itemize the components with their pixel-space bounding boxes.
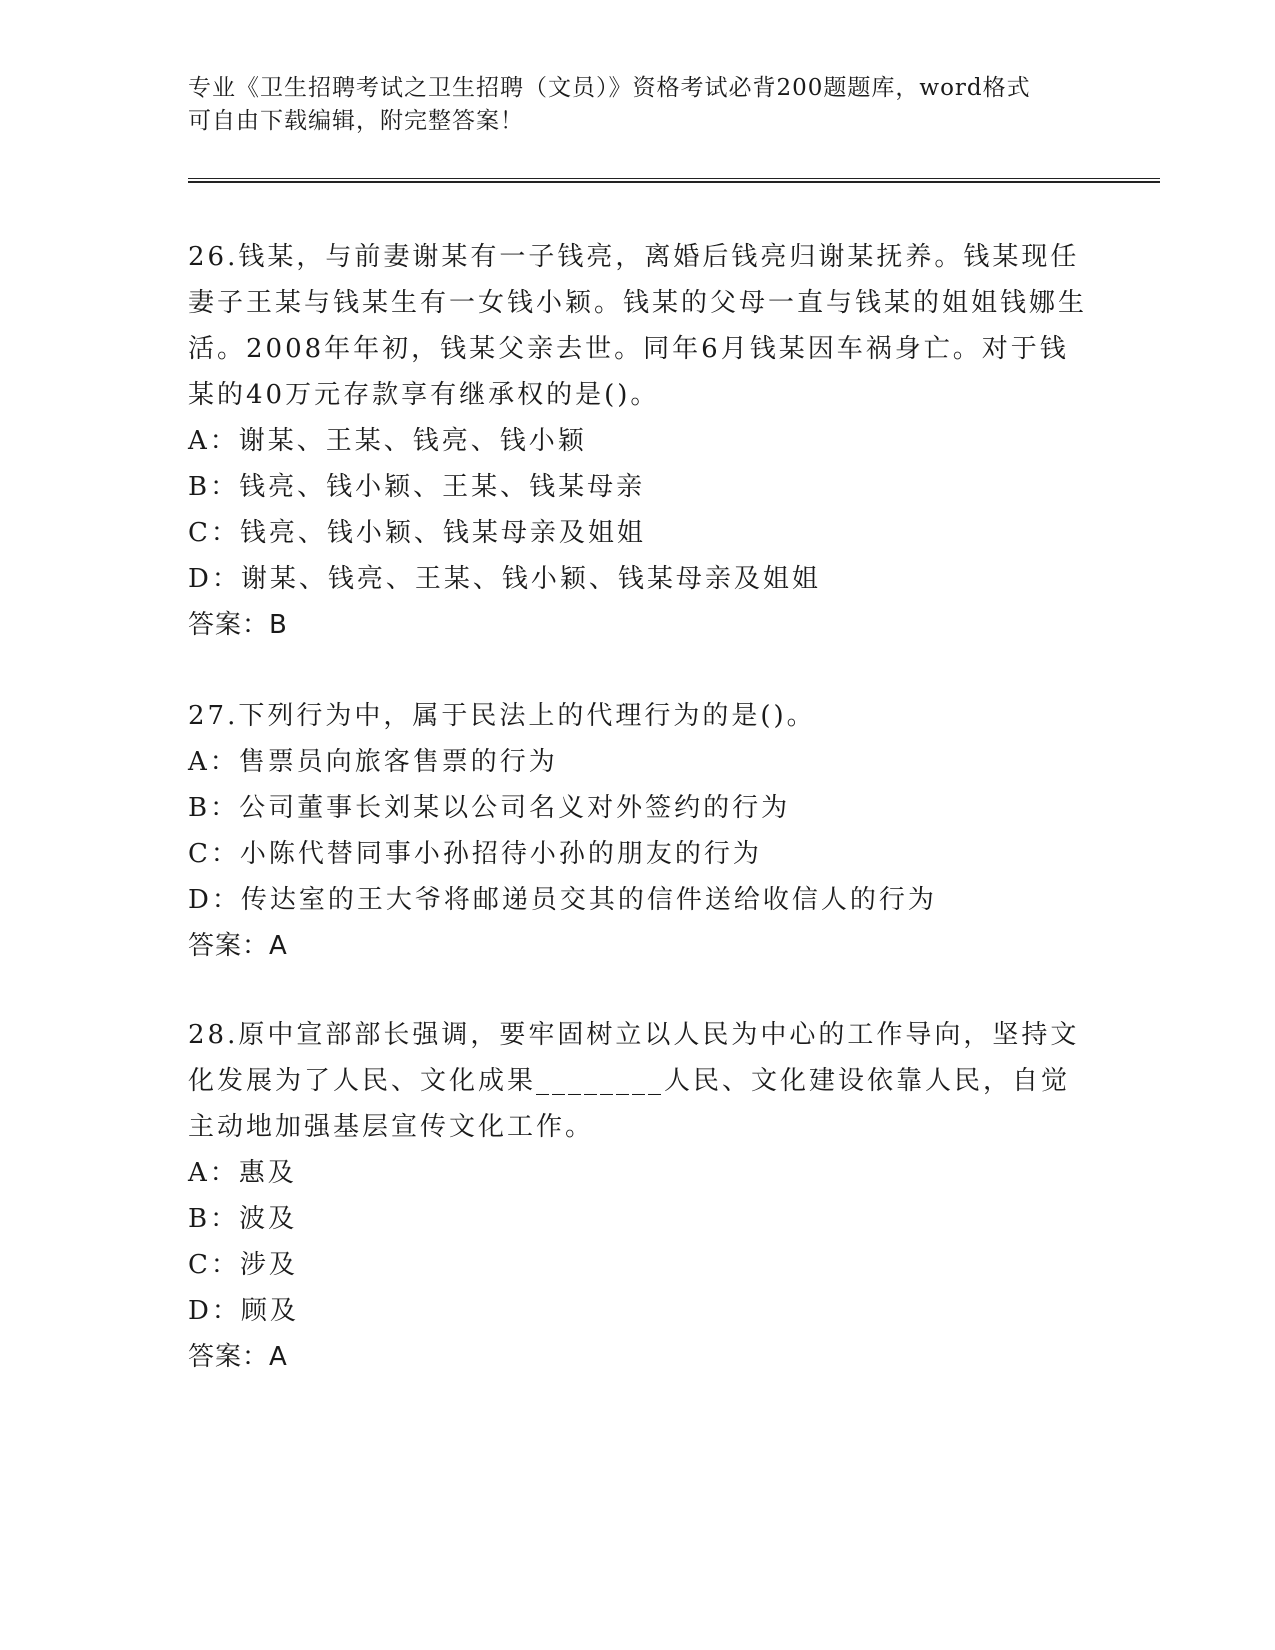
- option-c: C：钱亮、钱小颖、钱某母亲及姐姐: [188, 518, 646, 548]
- option-a: A：惠及: [188, 1158, 297, 1188]
- question-stem: 27.下列行为中，属于民法上的代理行为的是()。: [188, 701, 816, 731]
- answer-label: 答案：B: [188, 610, 288, 640]
- question-28: [188, 1012, 1088, 1380]
- option-c: C：小陈代替同事小孙招待小孙的朋友的行为: [188, 839, 762, 869]
- option-d: D：顾及: [188, 1296, 299, 1326]
- document-header: [188, 72, 1068, 138]
- answer-label: 答案：A: [188, 931, 288, 961]
- header-divider: [188, 178, 1160, 183]
- question-stem: 26.钱某，与前妻谢某有一子钱亮，离婚后钱亮归谢某抚养。钱某现任妻子王某与钱某生有一女钱小颖。钱某的父母一直与钱某的姐姐钱娜生活。2008年年初，钱某父亲去世。同年6月钱某因车祸身亡。对于钱某的40万元存款享有继承权的是()。: [188, 242, 1088, 410]
- option-d: D：传达室的王大爷将邮递员交其的信件送给收信人的行为: [188, 885, 937, 915]
- option-b: B：波及: [188, 1204, 298, 1234]
- question-26: [188, 234, 1088, 648]
- option-b: B：公司董事长刘某以公司名义对外签约的行为: [188, 793, 791, 823]
- option-a: A：谢某、王某、钱亮、钱小颖: [188, 426, 587, 456]
- option-b: B：钱亮、钱小颖、王某、钱某母亲: [188, 472, 646, 502]
- option-c: C：涉及: [188, 1250, 298, 1280]
- question-27: [188, 693, 1088, 969]
- header-line-2: 可自由下载编辑，附完整答案！: [188, 108, 524, 134]
- question-stem: 28.原中宣部部长强调，要牢固树立以人民为中心的工作导向，坚持文化发展为了人民、文化成果________人民、文化建设依靠人民，自觉主动地加强基层宣传文化工作。: [188, 1020, 1080, 1142]
- header-line-1: 专业《卫生招聘考试之卫生招聘（文员）》资格考试必背200题题库，word格式: [188, 75, 1031, 101]
- answer-label: 答案：A: [188, 1342, 288, 1372]
- option-d: D：谢某、钱亮、王某、钱小颖、钱某母亲及姐姐: [188, 564, 821, 594]
- option-a: A：售票员向旅客售票的行为: [188, 747, 558, 777]
